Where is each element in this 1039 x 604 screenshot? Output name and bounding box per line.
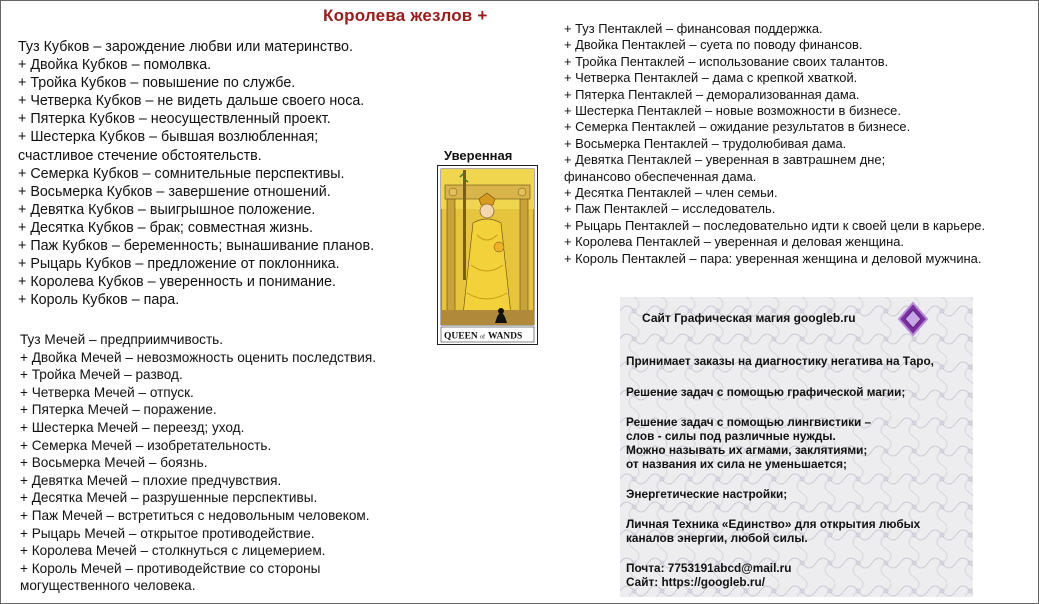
list-item: + Четверка Пентаклей – дама с крепкой хваткой. bbox=[564, 70, 858, 86]
card-caption-left: QUEEN bbox=[444, 331, 478, 342]
list-item: + Король Кубков – пара. bbox=[18, 292, 180, 309]
list-item: + Восьмерка Пентаклей – трудолюбивая дама. bbox=[564, 135, 847, 151]
list-item: + Двойка Пентаклей – суета по поводу финансов. bbox=[564, 37, 863, 53]
list-item: + Рыцарь Кубков – предложение от поклонника. bbox=[18, 256, 340, 273]
list-item: + Королева Мечей – столкнуться с лицемерием. bbox=[20, 543, 326, 559]
list-item: + Паж Кубков – беременность; вынашивание планов. bbox=[18, 238, 375, 255]
list-item: + Десятка Кубков – брак; совместная жизнь. bbox=[18, 219, 314, 236]
list-item: + Рыцарь Мечей – открытое противодействие. bbox=[20, 525, 315, 541]
list-item: + Рыцарь Пентаклей – последовательно идти к своей цели в карьере. bbox=[564, 217, 986, 233]
list-item: + Девятка Пентаклей – уверенная в завтрашнем дне; bbox=[564, 152, 886, 168]
list-item: + Паж Мечей – встретиться с недовольным человеком. bbox=[20, 507, 370, 523]
list-item: финансово обеспеченная дама. bbox=[564, 168, 757, 184]
list-item: + Восьмерка Мечей – боязнь. bbox=[20, 455, 208, 471]
list-item: + Туз Пентаклей – финансовая поддержка. bbox=[564, 21, 823, 36]
list-item: + Шестерка Пентаклей – новые возможности в бизнесе. bbox=[564, 103, 901, 119]
list-item: + Семерка Мечей – изобретательность. bbox=[20, 437, 272, 453]
promo-line: Принимает заказы на диагностику негатива на Таро, bbox=[626, 354, 934, 368]
list-item: + Тройка Пентаклей – использование своих талантов. bbox=[564, 53, 889, 69]
list-item: + Паж Пентаклей – исследователь. bbox=[564, 201, 776, 217]
list-item: + Король Мечей – противодействие со стороны bbox=[20, 560, 321, 576]
card-caption-right: WANDS bbox=[488, 331, 523, 342]
list-item: + Король Пентаклей – пара: уверенная женщина и деловой мужчина. bbox=[564, 250, 982, 266]
promo-line: Решение задач с помощью графической магии; bbox=[626, 385, 906, 399]
list-item: + Девятка Мечей – плохие предчувствия. bbox=[20, 472, 282, 488]
promo-site-title: Сайт Графическая магия googleb.ru bbox=[642, 311, 856, 325]
list-item: + Девятка Кубков – выигрышное положение. bbox=[18, 201, 316, 218]
list-item: + Двойка Кубков – помолвка. bbox=[18, 57, 212, 74]
page-title: Королева жезлов + bbox=[323, 6, 488, 25]
card-caption-of: of bbox=[480, 334, 485, 341]
promo-line: каналов энергии, любой силы. bbox=[626, 531, 808, 545]
swords-list bbox=[20, 331, 376, 595]
list-item: + Восьмерка Кубков – завершение отношений. bbox=[18, 183, 331, 200]
pentacles-list bbox=[564, 21, 985, 267]
promo-line: Можно называть их агмами, заклятиями; bbox=[626, 443, 868, 457]
list-item: + Четверка Кубков – не видеть дальше своего носа. bbox=[18, 93, 365, 110]
list-item: + Пятерка Пентаклей – деморализованная дама. bbox=[564, 86, 860, 102]
queen-of-wands-card-image bbox=[437, 165, 538, 345]
list-item: + Пятерка Мечей – поражение. bbox=[20, 402, 217, 418]
list-item: + Десятка Мечей – разрушенные перспективы. bbox=[20, 490, 318, 506]
list-item: + Двойка Мечей – невозможность оценить последствия. bbox=[20, 349, 376, 365]
list-item: Туз Мечей – предприимчивость. bbox=[20, 332, 224, 347]
promo-line: от названия их сила не уменьшается; bbox=[626, 457, 847, 471]
card-label: Уверенная bbox=[444, 148, 513, 163]
cups-list bbox=[18, 38, 374, 309]
list-item: + Тройка Кубков – повышение по службе. bbox=[18, 75, 296, 92]
list-item: + Тройка Мечей – развод. bbox=[20, 367, 183, 383]
list-item: + Четверка Мечей – отпуск. bbox=[20, 384, 194, 400]
list-item: + Десятка Пентаклей – член семьи. bbox=[564, 185, 778, 201]
list-item: Туз Кубков – зарождение любви или материнство. bbox=[18, 39, 353, 55]
list-item: + Шестерка Мечей – переезд; уход. bbox=[20, 419, 245, 435]
promo-line: Личная Техника «Единство» для открытия любых bbox=[626, 517, 921, 531]
list-item: + Пятерка Кубков – неосуществленный проект. bbox=[18, 111, 331, 128]
promo-line: Энергетические настройки; bbox=[626, 487, 788, 501]
list-item: + Семерка Кубков – сомнительные перспективы. bbox=[18, 165, 345, 182]
list-item: + Шестерка Кубков – бывшая возлюбленная; bbox=[18, 129, 319, 146]
list-item: + Королева Пентаклей – уверенная и деловая женщина. bbox=[564, 234, 905, 250]
list-item: + Семерка Пентаклей – ожидание результатов в бизнесе. bbox=[564, 119, 911, 135]
promo-banner bbox=[620, 297, 973, 597]
promo-email[interactable]: Почта: 7753191abcd@mail.ru bbox=[626, 561, 792, 575]
list-item: + Королева Кубков – уверенность и понимание. bbox=[18, 274, 336, 291]
promo-site-link[interactable]: Сайт: https://googleb.ru/ bbox=[626, 575, 765, 589]
list-item: счастливое стечение обстоятельств. bbox=[18, 147, 262, 164]
promo-line: Решение задач с помощью лингвистики – bbox=[626, 415, 872, 429]
promo-line: слов - силы под различные нужды. bbox=[626, 429, 836, 443]
list-item: могущественного человека. bbox=[20, 578, 196, 594]
